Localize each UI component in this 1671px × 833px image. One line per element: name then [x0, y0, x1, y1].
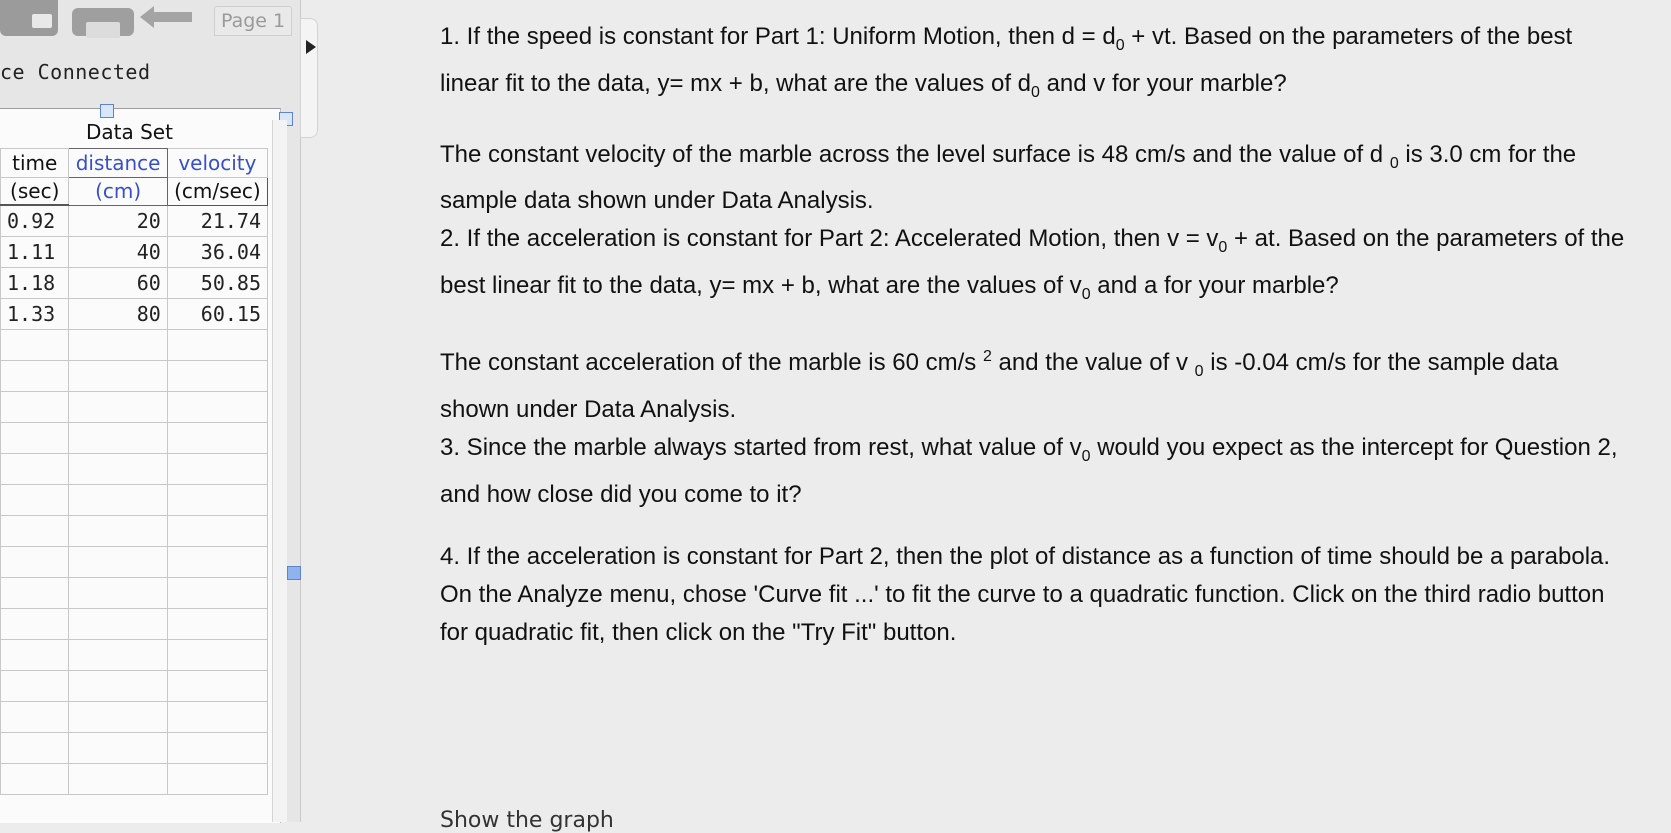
empty-cell[interactable]: [69, 609, 167, 640]
question-document: [440, 18, 1630, 652]
empty-cell[interactable]: [1, 733, 69, 764]
empty-cell[interactable]: [1, 609, 69, 640]
toolbar: [0, 0, 300, 48]
empty-row: [1, 423, 268, 454]
empty-cell[interactable]: [1, 361, 69, 392]
column-unit-velocity: (cm/sec): [167, 178, 267, 206]
empty-cell[interactable]: [1, 330, 69, 361]
empty-cell[interactable]: [1, 640, 69, 671]
question-2-text: 2. If the acceleration is constant for Part 2: Accelerated Motion, then v = v: [440, 225, 1219, 253]
table-cell[interactable]: 1.18: [1, 268, 69, 299]
empty-cell[interactable]: [167, 733, 267, 764]
empty-cell[interactable]: [69, 330, 167, 361]
answer-2-text: is -0.04 cm/s for the sample data shown under Data Analysis.: [440, 348, 1559, 423]
page-arrow-icon[interactable]: [306, 40, 316, 54]
table-cell[interactable]: 80: [69, 299, 167, 330]
table-cell[interactable]: 1.33: [1, 299, 69, 330]
empty-row: [1, 330, 268, 361]
empty-cell[interactable]: [167, 423, 267, 454]
empty-cell[interactable]: [69, 640, 167, 671]
empty-cell[interactable]: [167, 702, 267, 733]
table-row: [1, 299, 268, 330]
empty-cell[interactable]: [69, 764, 167, 795]
empty-row: [1, 516, 268, 547]
question-1-text: 1. If the speed is constant for Part 1: Uniform Motion, then d = d: [440, 23, 1116, 50]
empty-row: [1, 547, 268, 578]
empty-cell[interactable]: [69, 454, 167, 485]
empty-row: [1, 733, 268, 764]
empty-row: [1, 764, 268, 795]
empty-cell[interactable]: [1, 392, 69, 423]
empty-row: [1, 702, 268, 733]
question-4: 4. If the acceleration is constant for Part 2, then the plot of distance as a function of time should be a parabola. On the Analyze menu, chose 'Curve fit ...' to fit the curve to a quadratic function. Click on the third radio button for quadratic fit, then click on the "Try Fit" button.: [440, 542, 1611, 646]
question-1-text: + vt. Based on the parameters of the best linear fit to the data, y= mx + b, what are the values of d: [440, 23, 1573, 97]
connection-status: ce Connected: [0, 60, 151, 84]
subscript: 0: [1115, 36, 1125, 54]
empty-cell[interactable]: [69, 671, 167, 702]
empty-row: [1, 671, 268, 702]
question-2: [440, 220, 1630, 314]
answer-1-text: is 3.0 cm for the sample data shown under Data Analysis.: [440, 140, 1577, 215]
empty-cell[interactable]: [69, 702, 167, 733]
column-header-distance[interactable]: distance: [69, 149, 167, 178]
empty-cell[interactable]: [1, 578, 69, 609]
question-3-text: 3. Since the marble always started from rest, what value of v: [440, 433, 1082, 461]
subscript: 0: [1081, 447, 1091, 465]
empty-cell[interactable]: [1, 485, 69, 516]
subscript: 0: [1031, 83, 1040, 101]
subscript: 0: [1389, 154, 1399, 172]
answer-2-text: and the value of v: [991, 348, 1195, 376]
answer-1-text: The constant velocity of the marble across the level surface is 48 cm/s and the value of d: [440, 140, 1390, 168]
empty-row: [1, 454, 268, 485]
empty-cell[interactable]: [167, 361, 267, 392]
answer-2-text: The constant acceleration of the marble is 60 cm/s: [440, 348, 983, 376]
pane-divider-handle[interactable]: [300, 18, 318, 138]
empty-cell[interactable]: [1, 547, 69, 578]
empty-cell[interactable]: [1, 454, 69, 485]
subscript: 0: [1081, 285, 1091, 303]
empty-cell[interactable]: [69, 392, 167, 423]
empty-cell[interactable]: [167, 640, 267, 671]
table-cell[interactable]: 1.11: [1, 237, 69, 268]
table-resize-handle[interactable]: [100, 104, 114, 118]
empty-cell[interactable]: [69, 516, 167, 547]
column-header-time[interactable]: time: [1, 149, 69, 178]
table-row: [1, 205, 268, 237]
question-1: [440, 18, 1630, 112]
empty-cell[interactable]: [167, 764, 267, 795]
column-unit-distance: (cm): [69, 178, 167, 206]
table-row: [1, 268, 268, 299]
empty-row: [1, 485, 268, 516]
empty-cell[interactable]: [69, 423, 167, 454]
empty-cell[interactable]: [69, 485, 167, 516]
data-table: [0, 148, 268, 795]
empty-cell[interactable]: [69, 578, 167, 609]
subscript: 0: [1218, 239, 1228, 257]
empty-cell[interactable]: [1, 702, 69, 733]
answer-1: [440, 136, 1630, 221]
question-2-text: + at. Based on the parameters of the best linear fit to the data, y= mx + b, what are the values of v: [440, 225, 1625, 300]
answer-2: [440, 338, 1630, 429]
table-scrollbar[interactable]: [272, 120, 287, 822]
empty-cell[interactable]: [167, 454, 267, 485]
table-cell[interactable]: 21.74: [167, 205, 267, 237]
superscript: 2: [982, 347, 992, 365]
page-label[interactable]: Page 1: [214, 6, 292, 36]
empty-cell[interactable]: [167, 671, 267, 702]
empty-row: [1, 392, 268, 423]
table-cell[interactable]: 60: [69, 268, 167, 299]
table-cell[interactable]: 0.92: [1, 205, 69, 237]
dataset-title: Data Set: [86, 120, 173, 144]
empty-row: [1, 578, 268, 609]
empty-cell[interactable]: [1, 671, 69, 702]
question-3-text: would you expect as the intercept for Question 2, and how close did you come to it?: [440, 433, 1618, 508]
table-cell[interactable]: 20: [69, 205, 167, 237]
empty-row: [1, 361, 268, 392]
empty-cell[interactable]: [69, 547, 167, 578]
column-unit-time: (sec): [1, 178, 69, 206]
empty-cell[interactable]: [167, 578, 267, 609]
table-cell[interactable]: 40: [69, 237, 167, 268]
print-icon[interactable]: [72, 8, 134, 36]
table-cell[interactable]: 50.85: [167, 268, 267, 299]
empty-cell[interactable]: [1, 764, 69, 795]
table-cell[interactable]: 60.15: [167, 299, 267, 330]
table-cell[interactable]: 36.04: [167, 237, 267, 268]
empty-cell[interactable]: [167, 547, 267, 578]
empty-cell[interactable]: [69, 733, 167, 764]
left-pane: [0, 0, 301, 822]
empty-cell[interactable]: [69, 361, 167, 392]
empty-cell[interactable]: [167, 485, 267, 516]
save-icon[interactable]: [0, 0, 58, 36]
empty-row: [1, 640, 268, 671]
empty-cell[interactable]: [167, 392, 267, 423]
empty-row: [1, 609, 268, 640]
back-arrow-icon[interactable]: [140, 6, 192, 28]
table-row: [1, 237, 268, 268]
empty-cell[interactable]: [167, 330, 267, 361]
question-2-text: and a for your marble?: [1090, 272, 1339, 300]
cut-off-text: Show the graph: [440, 808, 614, 833]
empty-cell[interactable]: [1, 423, 69, 454]
subscript: 0: [1194, 362, 1204, 380]
table-scroll-thumb[interactable]: [287, 566, 301, 580]
column-header-velocity[interactable]: velocity: [167, 149, 267, 178]
question-3: [440, 429, 1630, 514]
empty-cell[interactable]: [1, 516, 69, 547]
question-1-text: and v for your marble?: [1039, 69, 1287, 97]
empty-cell[interactable]: [167, 609, 267, 640]
empty-cell[interactable]: [167, 516, 267, 547]
